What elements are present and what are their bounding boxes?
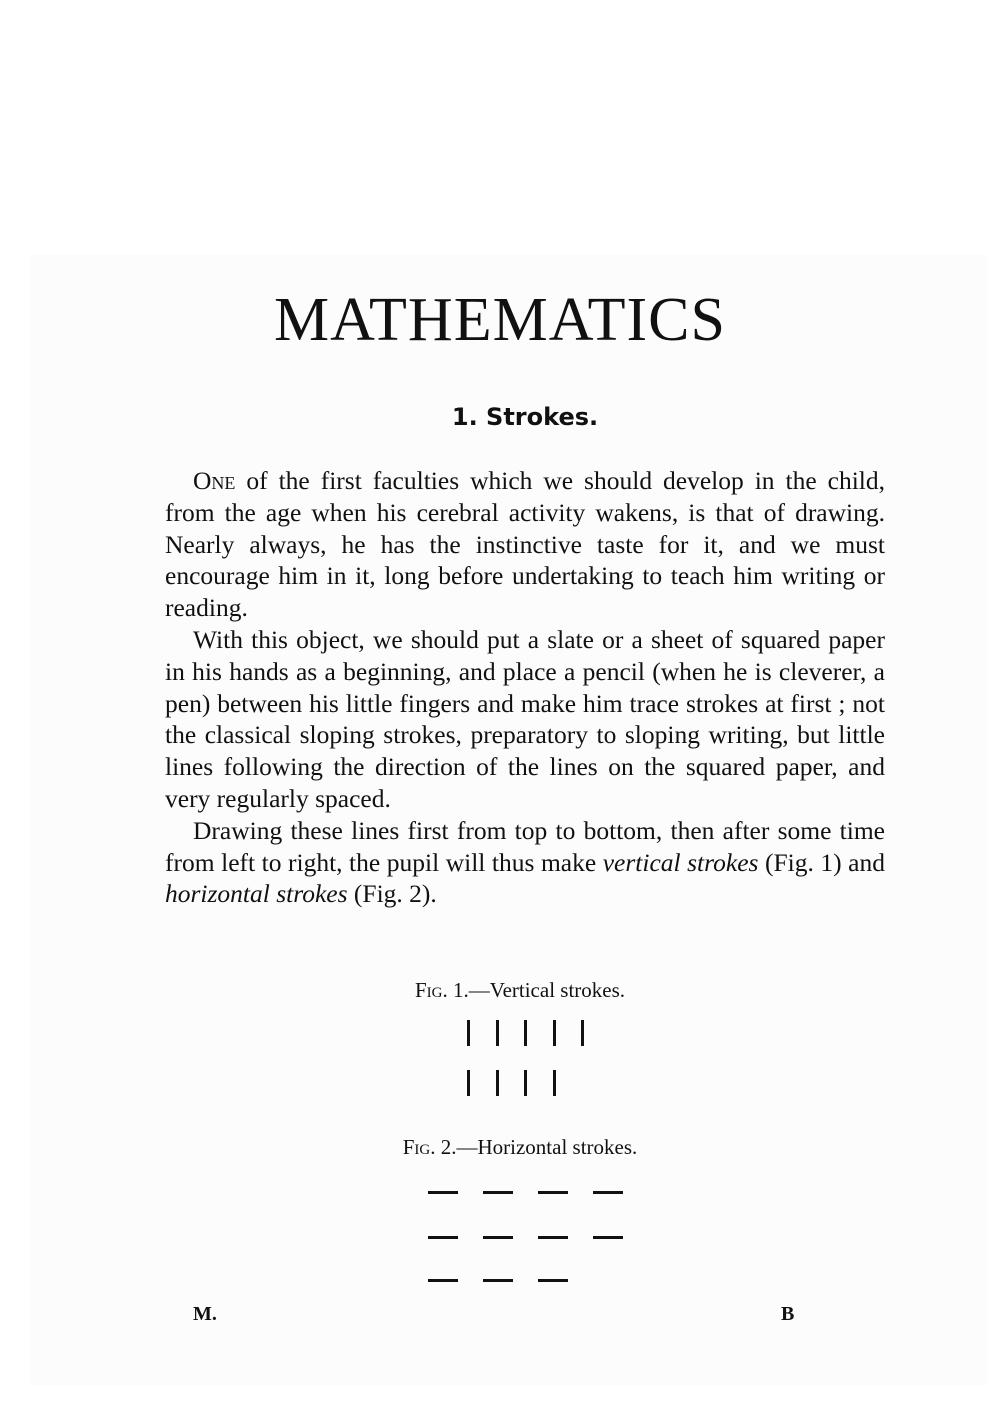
- vertical-stroke: [524, 1070, 527, 1096]
- horizontal-stroke: [483, 1279, 513, 1282]
- footer-signature: M.: [193, 1303, 217, 1325]
- footer-sheet-mark: B: [781, 1303, 795, 1325]
- figure-1-caption: [0, 977, 1000, 1003]
- paragraph-text: of the first faculties which we should develop in the child, from the age when his cerebral activity wakens, is that of drawing. Nearly always, he has the instinctive taste for it, and we must encourage him in it, long before undertaking to teach him writing or reading.: [165, 466, 885, 623]
- horizontal-stroke: [483, 1191, 513, 1194]
- paragraph-text: (Fig. 1) and: [758, 847, 885, 877]
- paragraph-text: (Fig. 2).: [347, 879, 437, 909]
- vertical-stroke: [496, 1070, 499, 1096]
- body-text: [165, 465, 885, 910]
- figure-caption-text: —Horizontal strokes.: [456, 1135, 638, 1159]
- vertical-stroke: [496, 1020, 499, 1046]
- figure-2-caption: [0, 1134, 1000, 1160]
- vertical-stroke: [553, 1020, 556, 1046]
- vertical-stroke: [581, 1020, 584, 1046]
- horizontal-stroke: [538, 1236, 568, 1239]
- vertical-stroke: [524, 1020, 527, 1046]
- horizontal-stroke: [428, 1236, 458, 1239]
- horizontal-stroke: [428, 1279, 458, 1282]
- horizontal-stroke: [593, 1191, 623, 1194]
- section-heading: 1. Strokes.: [451, 403, 599, 431]
- vertical-stroke: [467, 1070, 470, 1096]
- paragraph-1: [165, 465, 885, 624]
- horizontal-stroke: [593, 1236, 623, 1239]
- paragraph-text: Drawing these lines first from top to bottom, then after some time from left to right, the pupil will thus make: [165, 815, 885, 877]
- horizontal-stroke: [538, 1191, 568, 1194]
- paragraph-2: With this object, we should put a slate or a sheet of squared paper in his hands as a beginning, and place a pencil (when he is cleverer, a pen) between his little fingers and make him trace strokes at first ; not the classical sloping strokes, preparatory to sloping writing, but little lines following the direction of the lines on the squared paper, and very regularly spaced.: [165, 624, 885, 813]
- emphasis-horizontal-strokes: horizontal strokes: [165, 879, 348, 909]
- horizontal-stroke: [483, 1236, 513, 1239]
- figure-label: Fig. 1.: [414, 978, 469, 1002]
- emphasis-vertical-strokes: vertical strokes: [602, 847, 759, 877]
- paragraph-lead: One: [193, 466, 236, 495]
- vertical-stroke: [467, 1020, 470, 1046]
- figure-caption-text: —Vertical strokes.: [468, 978, 626, 1002]
- horizontal-stroke: [538, 1279, 568, 1282]
- figure-label: Fig. 2.: [402, 1135, 457, 1159]
- horizontal-stroke: [428, 1191, 458, 1194]
- vertical-stroke: [553, 1070, 556, 1096]
- page-title: MATHEMATICS: [274, 286, 726, 354]
- paragraph-3: [165, 815, 885, 910]
